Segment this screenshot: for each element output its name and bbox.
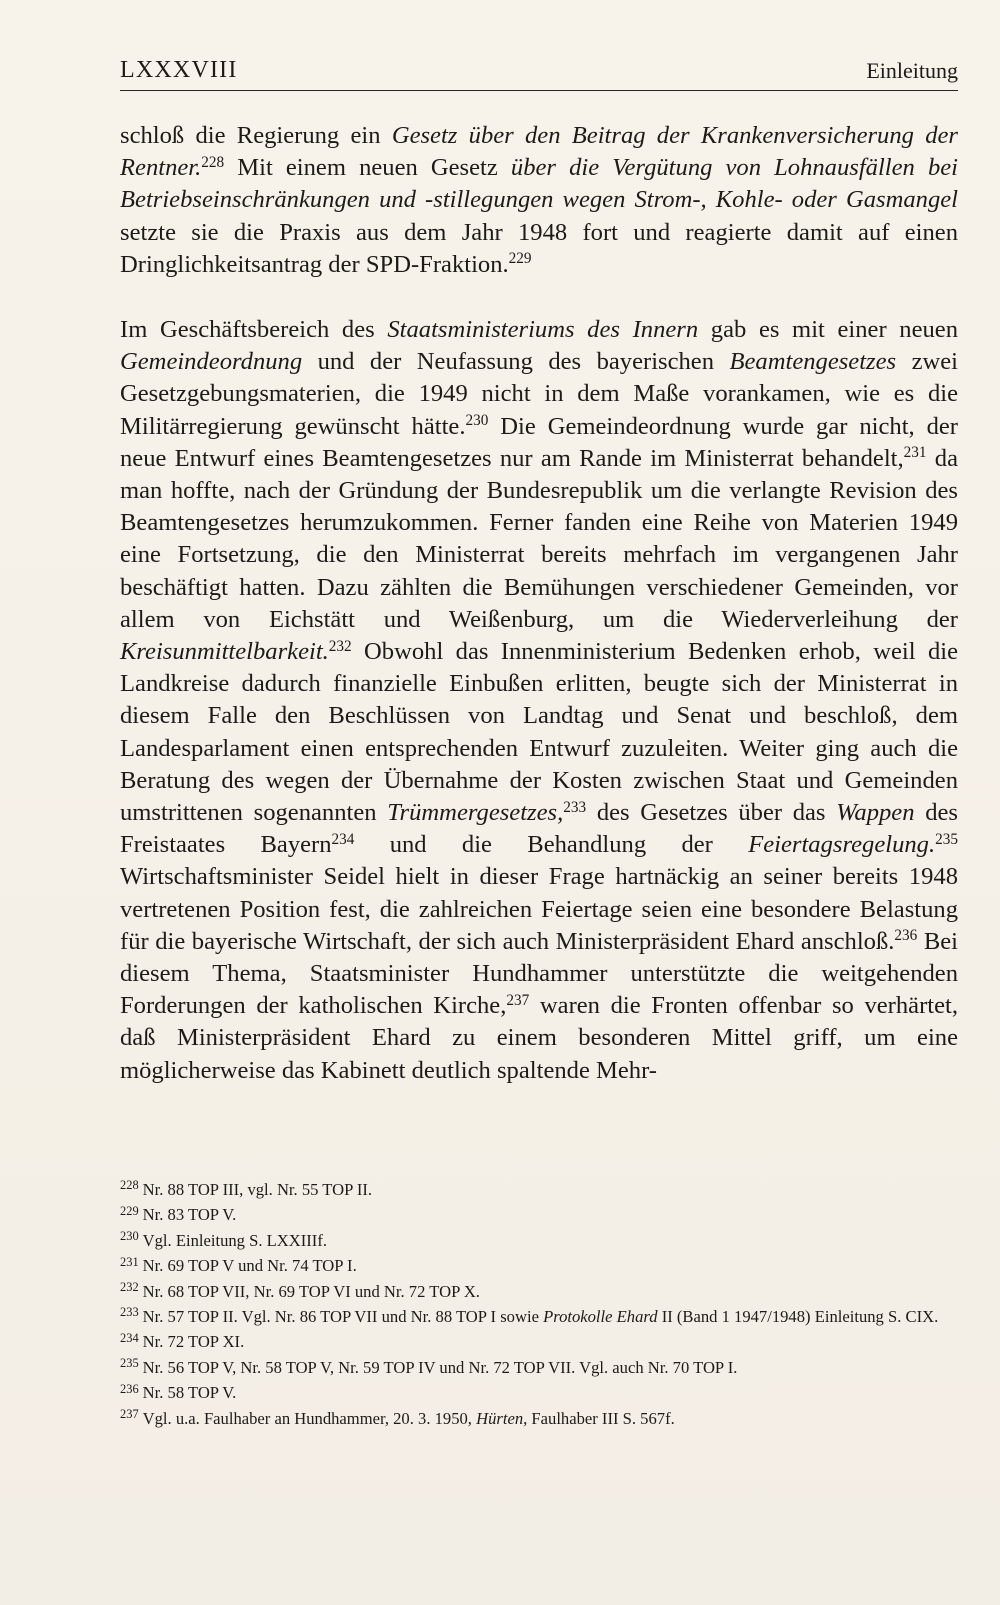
footnote	[120, 1407, 958, 1432]
footnote-text: Nr. 56 TOP V, Nr. 58 TOP V, Nr. 59 TOP IV und Nr. 72 TOP VII. Vgl. auch Nr. 70 TOP I.	[142, 1357, 738, 1377]
italic-term: Trümmergesetzes,	[387, 799, 564, 827]
text-run: Die Gemeindeordnung wurde gar nicht, der neue Entwurf eines Beamtengesetzes nur am Rande im Ministerrat behandelt,	[120, 412, 958, 472]
footnote-text: Vgl. u.a. Faulhaber an Hundhammer, 20. 3. 1950,	[142, 1408, 477, 1428]
text-run: Im Geschäftsbereich des	[120, 316, 388, 343]
footnote-text: Nr. 88 TOP III, vgl. Nr. 55 TOP II.	[142, 1180, 373, 1199]
footnote-ref: 236	[894, 927, 918, 945]
text-run: und die Behandlung der	[354, 831, 749, 859]
footnote	[120, 1356, 958, 1381]
text-run: und der Neufassung des bayerischen	[302, 348, 730, 376]
italic-term: Staatsministeriums des Innern	[387, 316, 699, 343]
footnote	[120, 1254, 958, 1279]
italic-term: Kreisunmittelbarkeit.	[120, 638, 329, 666]
footnote-number: 230	[120, 1229, 139, 1244]
body-paragraph-1	[120, 120, 958, 281]
running-header	[120, 56, 958, 91]
footnote-text: Nr. 68 TOP VII, Nr. 69 TOP VI und Nr. 72 TOP X.	[142, 1281, 480, 1301]
footnote-ref: 232	[328, 637, 352, 655]
footnote-italic: Hürten	[476, 1408, 524, 1428]
footnote-text: Nr. 83 TOP V.	[142, 1205, 237, 1225]
footnote	[120, 1178, 958, 1203]
section-title: Einleitung	[866, 58, 958, 83]
text-run: Mit einem neuen Gesetz	[224, 154, 511, 182]
footnote-ref: 234	[331, 830, 355, 848]
footnote-ref: 233	[563, 798, 587, 816]
footnote-number: 231	[120, 1254, 139, 1269]
footnote-number: 233	[120, 1305, 139, 1320]
body-paragraph-2	[120, 314, 958, 1087]
text-run: zwei Gesetzgebungsmaterien, die 1949 nicht in dem Maße vorankamen, wie es die Militärregierung gewünscht hätte.	[120, 348, 959, 440]
text-run: da man hoffte, nach der Gründung der Bundesrepublik um die verlangte Revision des Beamtengesetzes herumzukommen. Ferner fanden eine Reihe von Materien 1949 eine Fortsetzung, die den Ministerrat bereits mehrfach im vergangenen Jahr beschäftigt hatten. Dazu zählten die Bemühungen verschiedener Gemeinden, vor allem von Eichstätt und Weißenburg, um die Wiederverleihung der	[120, 444, 958, 633]
footnote-text: Nr. 72 TOP XI.	[142, 1332, 245, 1352]
text-run: Obwohl das Innenministerium Bedenken erhob, weil die Landkreise dadurch finanzielle Einbußen erlitten, beugte sich der Ministerrat in diesem Falle den Beschlüssen von Landtag und Senat und beschloß, dem Landesparlament einen entsprechenden Entwurf zuzuleiten. Weiter ging auch die Beratung des wegen der Übernahme der Kosten zwischen Staat und Gemeinden umstrittenen sogenannten	[120, 638, 958, 827]
footnote-text: II (Band 1 1947/1948) Einleitung S. CIX.	[657, 1307, 939, 1327]
footnote-italic: Protokolle Ehard	[543, 1307, 658, 1327]
footnote-text: , Faulhaber III S. 567f.	[523, 1408, 675, 1428]
footnotes	[120, 1178, 958, 1432]
text-run: schloß die Regierung ein	[120, 122, 392, 149]
footnote-number: 237	[120, 1407, 139, 1422]
footnote	[120, 1381, 958, 1406]
footnote-ref: 231	[903, 444, 927, 462]
footnote-number: 228	[120, 1178, 139, 1193]
text-run: des Freistaates Bayern	[120, 799, 958, 859]
text-run: setzte sie die Praxis aus dem Jahr 1948 fort und reagierte damit auf einen Dringlichkeitsantrag der SPD-Fraktion.	[120, 218, 958, 278]
footnote	[120, 1229, 958, 1254]
page-number: LXXXVIII	[120, 57, 238, 83]
italic-law-title: über die Vergütung von Lohnausfällen bei Betriebseinschränkungen und -stillegungen wegen Strom-, Kohle- oder Gasmangel	[120, 154, 958, 214]
footnote-ref: 229	[508, 250, 532, 268]
footnote-number: 232	[120, 1280, 139, 1295]
footnote-text: Nr. 58 TOP V.	[142, 1383, 237, 1403]
footnote-ref: 228	[201, 153, 225, 171]
footnote-number: 235	[120, 1356, 139, 1371]
footnote	[120, 1305, 958, 1330]
footnote-text: Nr. 69 TOP V und Nr. 74 TOP I.	[142, 1256, 357, 1276]
footnote-ref: 230	[465, 412, 489, 430]
footnote-ref: 235	[935, 830, 958, 848]
text-run: Wirtschaftsminister Seidel hielt in dieser Frage hartnäckig an seiner bereits 1948 vertretenen Position fest, die zahlreichen Feiertage seien eine besondere Belastung für die bayerische Wirtschaft, der sich auch Ministerpräsident Ehard anschloß.	[120, 863, 958, 955]
italic-term: Gemeindeordnung	[120, 348, 303, 376]
italic-term: Wappen	[836, 799, 915, 827]
footnote-number: 234	[120, 1330, 139, 1345]
footnote-ref: 237	[506, 991, 530, 1009]
footnote-text: Nr. 57 TOP II. Vgl. Nr. 86 TOP VII und Nr. 88 TOP I sowie	[142, 1307, 544, 1327]
text-run: waren die Fronten offenbar so verhärtet, daß Ministerpräsident Ehard zu einem besonderen Mittel griff, um eine möglicherweise das Kabinett deutlich spaltende Mehr-	[120, 992, 958, 1084]
italic-law-title: Gesetz über den Beitrag der Krankenversicherung der Rentner.	[120, 122, 958, 182]
footnote	[120, 1280, 958, 1305]
footnote	[120, 1203, 958, 1228]
text-run: Bei diesem Thema, Staatsminister Hundhammer unterstützte die weitgehenden Forderungen der katholischen Kirche,	[120, 927, 958, 1020]
italic-term: Beamtengesetzes	[729, 348, 897, 376]
italic-term: Feiertagsregelung.	[748, 831, 936, 859]
footnote-number: 236	[120, 1381, 139, 1396]
footnote-number: 229	[120, 1203, 139, 1218]
text-run: des Gesetzes über das	[586, 799, 837, 827]
footnote	[120, 1330, 958, 1355]
text-run: gab es mit einer neuen	[698, 316, 958, 343]
footnote-text: Vgl. Einleitung S. LXXIIIf.	[142, 1230, 328, 1250]
